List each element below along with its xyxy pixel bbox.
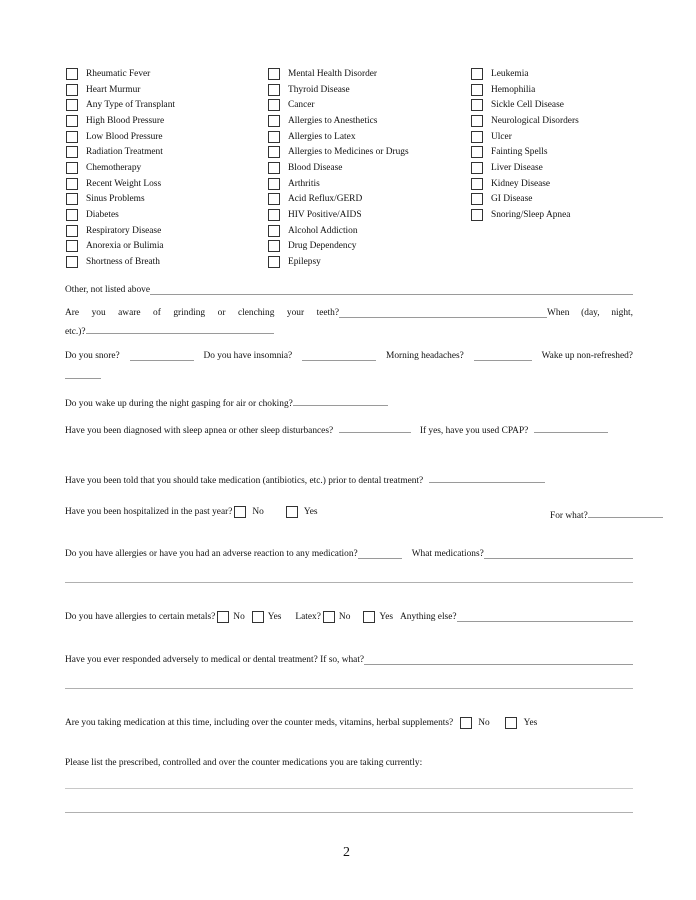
- condition-checkbox[interactable]: [268, 240, 280, 252]
- condition-item[interactable]: [268, 192, 409, 208]
- anything-else-input[interactable]: [457, 612, 633, 622]
- condition-item[interactable]: [66, 207, 175, 223]
- apnea-row: [65, 423, 608, 436]
- condition-item[interactable]: [471, 144, 579, 160]
- page-number: 2: [343, 845, 350, 860]
- list-medications-line-1[interactable]: [65, 788, 633, 789]
- condition-checkbox[interactable]: [268, 225, 280, 237]
- grinding-when-label: When (day, night,: [547, 308, 633, 318]
- other-input[interactable]: [150, 285, 633, 295]
- condition-checkbox[interactable]: [471, 193, 483, 205]
- condition-label: Hemophilia: [491, 84, 536, 95]
- what-medications-label: What medications?: [411, 549, 484, 559]
- condition-item[interactable]: [268, 223, 409, 239]
- condition-label: Rheumatic Fever: [86, 68, 151, 79]
- condition-item[interactable]: [66, 144, 175, 160]
- premed-row: [65, 473, 545, 486]
- insomnia-label: Do you have insomnia?: [203, 351, 293, 361]
- condition-item[interactable]: [268, 239, 409, 255]
- hospitalized-no-label: No: [252, 507, 264, 517]
- what-medications-line-2[interactable]: [65, 582, 633, 583]
- for-what-row: [550, 508, 663, 521]
- condition-checkbox[interactable]: [66, 209, 78, 221]
- condition-label: HIV Positive/AIDS: [288, 210, 362, 221]
- latex-no-label: No: [338, 612, 351, 622]
- hospitalized-label: Have you been hospitalized in the past year?: [65, 507, 233, 517]
- condition-checkbox[interactable]: [66, 115, 78, 127]
- cpap-input[interactable]: [534, 423, 608, 433]
- adverse-reaction-input[interactable]: [364, 655, 633, 665]
- condition-checkbox[interactable]: [66, 225, 78, 237]
- gasping-label: Do you wake up during the night gasping for air or choking?: [65, 399, 293, 409]
- conditions-column-3: [471, 66, 579, 223]
- condition-label: Snoring/Sleep Apnea: [491, 210, 571, 221]
- what-medications-input[interactable]: [484, 549, 633, 559]
- condition-checkbox[interactable]: [471, 131, 483, 143]
- other-conditions-row: [65, 285, 633, 295]
- condition-checkbox[interactable]: [66, 99, 78, 111]
- condition-label: Radiation Treatment: [86, 147, 163, 158]
- nonrefreshed-input-row: [65, 369, 101, 382]
- condition-item[interactable]: [268, 97, 409, 113]
- condition-label: Acid Reflux/GERD: [288, 194, 363, 205]
- condition-checkbox[interactable]: [471, 68, 483, 80]
- for-what-input[interactable]: [588, 508, 663, 518]
- grinding-etc-label: etc.)?: [65, 327, 86, 337]
- condition-checkbox[interactable]: [471, 84, 483, 96]
- condition-checkbox[interactable]: [268, 162, 280, 174]
- condition-checkbox[interactable]: [471, 115, 483, 127]
- grinding-when-input[interactable]: [86, 324, 274, 334]
- conditions-column-2: [268, 66, 409, 270]
- condition-checkbox[interactable]: [66, 68, 78, 80]
- other-label: Other, not listed above: [65, 285, 151, 295]
- condition-label: Respiratory Disease: [86, 225, 162, 236]
- anything-else-label: Anything else?: [400, 612, 457, 622]
- metals-no-checkbox[interactable]: [217, 611, 229, 623]
- taking-medication-row: [65, 717, 537, 729]
- conditions-column-1: [66, 66, 175, 270]
- condition-label: Arthritis: [288, 178, 320, 189]
- condition-checkbox[interactable]: [471, 99, 483, 111]
- latex-yes-label: Yes: [379, 612, 394, 622]
- condition-item[interactable]: [66, 176, 175, 192]
- premed-input[interactable]: [429, 473, 545, 483]
- condition-item[interactable]: [268, 144, 409, 160]
- condition-label: Kidney Disease: [491, 178, 551, 189]
- condition-checkbox[interactable]: [268, 84, 280, 96]
- hospitalized-row: [65, 506, 318, 518]
- condition-item[interactable]: [268, 160, 409, 176]
- sleep-questions-row: [65, 351, 633, 361]
- condition-label: Anorexia or Bulimia: [86, 241, 164, 252]
- condition-label: Allergies to Latex: [288, 131, 356, 142]
- condition-checkbox[interactable]: [66, 131, 78, 143]
- metals-latex-row: [65, 611, 633, 623]
- taking-medication-no-checkbox[interactable]: [460, 717, 472, 729]
- headaches-label: Morning headaches?: [385, 351, 464, 361]
- condition-item[interactable]: [471, 207, 579, 223]
- snore-input[interactable]: [130, 351, 194, 361]
- condition-label: Blood Disease: [288, 162, 343, 173]
- latex-label: Latex?: [295, 612, 321, 622]
- condition-item[interactable]: [471, 192, 579, 208]
- condition-item[interactable]: [66, 239, 175, 255]
- insomnia-input[interactable]: [302, 351, 376, 361]
- condition-label: Diabetes: [86, 210, 119, 221]
- condition-item[interactable]: [66, 192, 175, 208]
- condition-checkbox[interactable]: [268, 209, 280, 221]
- condition-label: Cancer: [288, 100, 315, 111]
- metals-label: Do you have allergies to certain metals?: [65, 612, 216, 622]
- for-what-label: For what?: [550, 511, 588, 521]
- condition-label: Neurological Disorders: [491, 115, 579, 126]
- gasping-input[interactable]: [293, 396, 388, 406]
- condition-checkbox[interactable]: [268, 115, 280, 127]
- condition-checkbox[interactable]: [268, 256, 280, 268]
- condition-label: Allergies to Anesthetics: [288, 115, 378, 126]
- condition-label: High Blood Pressure: [86, 115, 165, 126]
- condition-checkbox[interactable]: [66, 84, 78, 96]
- condition-label: Sinus Problems: [86, 194, 145, 205]
- list-medications-line-2[interactable]: [65, 812, 633, 813]
- metals-no-label: No: [233, 612, 245, 622]
- condition-checkbox[interactable]: [268, 193, 280, 205]
- condition-item[interactable]: [471, 160, 579, 176]
- premed-label: Have you been told that you should take medication (antibiotics, etc.) prior to dental treatment?: [65, 476, 424, 486]
- cpap-label: If yes, have you used CPAP?: [419, 426, 529, 436]
- hospitalized-no-checkbox[interactable]: [234, 506, 246, 518]
- condition-label: Allergies to Medicines or Drugs: [288, 147, 409, 158]
- condition-checkbox[interactable]: [268, 131, 280, 143]
- allergies-medication-input[interactable]: [358, 549, 402, 559]
- condition-item[interactable]: [471, 97, 579, 113]
- condition-item[interactable]: [268, 113, 409, 129]
- condition-checkbox[interactable]: [471, 162, 483, 174]
- condition-label: Leukemia: [491, 68, 529, 79]
- grinding-row-2: [65, 324, 274, 337]
- adverse-reaction-label: Have you ever responded adversely to medical or dental treatment? If so, what?: [65, 655, 365, 665]
- condition-checkbox[interactable]: [268, 178, 280, 190]
- condition-item[interactable]: [471, 129, 579, 145]
- allergies-medication-label: Do you have allergies or have you had an adverse reaction to any medication?: [65, 549, 358, 559]
- grinding-label: Are you aware of grinding or clenching your teeth?: [65, 308, 339, 318]
- condition-checkbox[interactable]: [268, 146, 280, 158]
- condition-label: GI Disease: [491, 194, 533, 205]
- adverse-reaction-row: [65, 655, 633, 665]
- gasping-row: [65, 396, 388, 409]
- condition-checkbox[interactable]: [66, 146, 78, 158]
- condition-item[interactable]: [471, 66, 579, 82]
- headaches-input[interactable]: [474, 351, 532, 361]
- metals-yes-label: Yes: [267, 612, 282, 622]
- condition-label: Epilepsy: [288, 257, 321, 268]
- taking-medication-label: Are you taking medication at this time, including over the counter meds, vitamins, herbal supplements?: [65, 718, 454, 728]
- condition-label: Thyroid Disease: [288, 84, 350, 95]
- condition-item[interactable]: [471, 82, 579, 98]
- nonrefreshed-input[interactable]: [65, 369, 101, 379]
- condition-item[interactable]: [268, 66, 409, 82]
- condition-item[interactable]: [66, 160, 175, 176]
- condition-item[interactable]: [66, 129, 175, 145]
- condition-item[interactable]: [66, 97, 175, 113]
- taking-medication-no-label: No: [478, 718, 490, 728]
- hospitalized-yes-label: Yes: [303, 507, 318, 517]
- condition-item[interactable]: [268, 129, 409, 145]
- latex-no-checkbox[interactable]: [323, 611, 335, 623]
- condition-label: Sickle Cell Disease: [491, 100, 564, 111]
- condition-checkbox[interactable]: [66, 162, 78, 174]
- condition-checkbox[interactable]: [66, 178, 78, 190]
- condition-label: Shortness of Breath: [86, 257, 160, 268]
- condition-label: Fainting Spells: [491, 147, 548, 158]
- condition-label: Drug Dependency: [288, 241, 357, 252]
- taking-medication-yes-checkbox[interactable]: [505, 717, 517, 729]
- grinding-row: [65, 308, 633, 318]
- condition-item[interactable]: [471, 176, 579, 192]
- condition-checkbox[interactable]: [471, 146, 483, 158]
- condition-checkbox[interactable]: [471, 209, 483, 221]
- list-medications-label: Please list the prescribed, controlled and over the counter medications you are taking currently:: [65, 758, 423, 768]
- condition-item[interactable]: [66, 223, 175, 239]
- adverse-reaction-line-2[interactable]: [65, 688, 633, 689]
- condition-checkbox[interactable]: [268, 68, 280, 80]
- latex-yes-checkbox[interactable]: [363, 611, 375, 623]
- condition-label: Chemotherapy: [86, 162, 142, 173]
- condition-item[interactable]: [471, 113, 579, 129]
- hospitalized-yes-checkbox[interactable]: [286, 506, 298, 518]
- grinding-input[interactable]: [339, 308, 547, 318]
- condition-label: Any Type of Transplant: [86, 100, 176, 111]
- condition-checkbox[interactable]: [66, 256, 78, 268]
- condition-label: Liver Disease: [491, 162, 543, 173]
- condition-item[interactable]: [268, 254, 409, 270]
- condition-checkbox[interactable]: [471, 178, 483, 190]
- taking-medication-yes-label: Yes: [523, 718, 538, 728]
- condition-item[interactable]: [268, 207, 409, 223]
- apnea-input[interactable]: [339, 423, 411, 433]
- condition-item[interactable]: [66, 254, 175, 270]
- condition-item[interactable]: [268, 176, 409, 192]
- condition-label: Ulcer: [491, 131, 512, 142]
- condition-checkbox[interactable]: [268, 99, 280, 111]
- condition-label: Heart Murmur: [86, 84, 141, 95]
- condition-item[interactable]: [66, 113, 175, 129]
- condition-label: Recent Weight Loss: [86, 178, 162, 189]
- condition-item[interactable]: [268, 82, 409, 98]
- condition-label: Mental Health Disorder: [288, 68, 378, 79]
- condition-label: Low Blood Pressure: [86, 131, 163, 142]
- condition-item[interactable]: [66, 82, 175, 98]
- allergies-medication-row: [65, 549, 633, 559]
- condition-checkbox[interactable]: [66, 240, 78, 252]
- condition-item[interactable]: [66, 66, 175, 82]
- condition-label: Alcohol Addiction: [288, 225, 358, 236]
- nonrefreshed-label: Wake up non-refreshed?: [541, 351, 633, 361]
- condition-checkbox[interactable]: [66, 193, 78, 205]
- snore-label: Do you snore?: [65, 351, 120, 361]
- apnea-label: Have you been diagnosed with sleep apnea or other sleep disturbances?: [65, 426, 334, 436]
- metals-yes-checkbox[interactable]: [252, 611, 264, 623]
